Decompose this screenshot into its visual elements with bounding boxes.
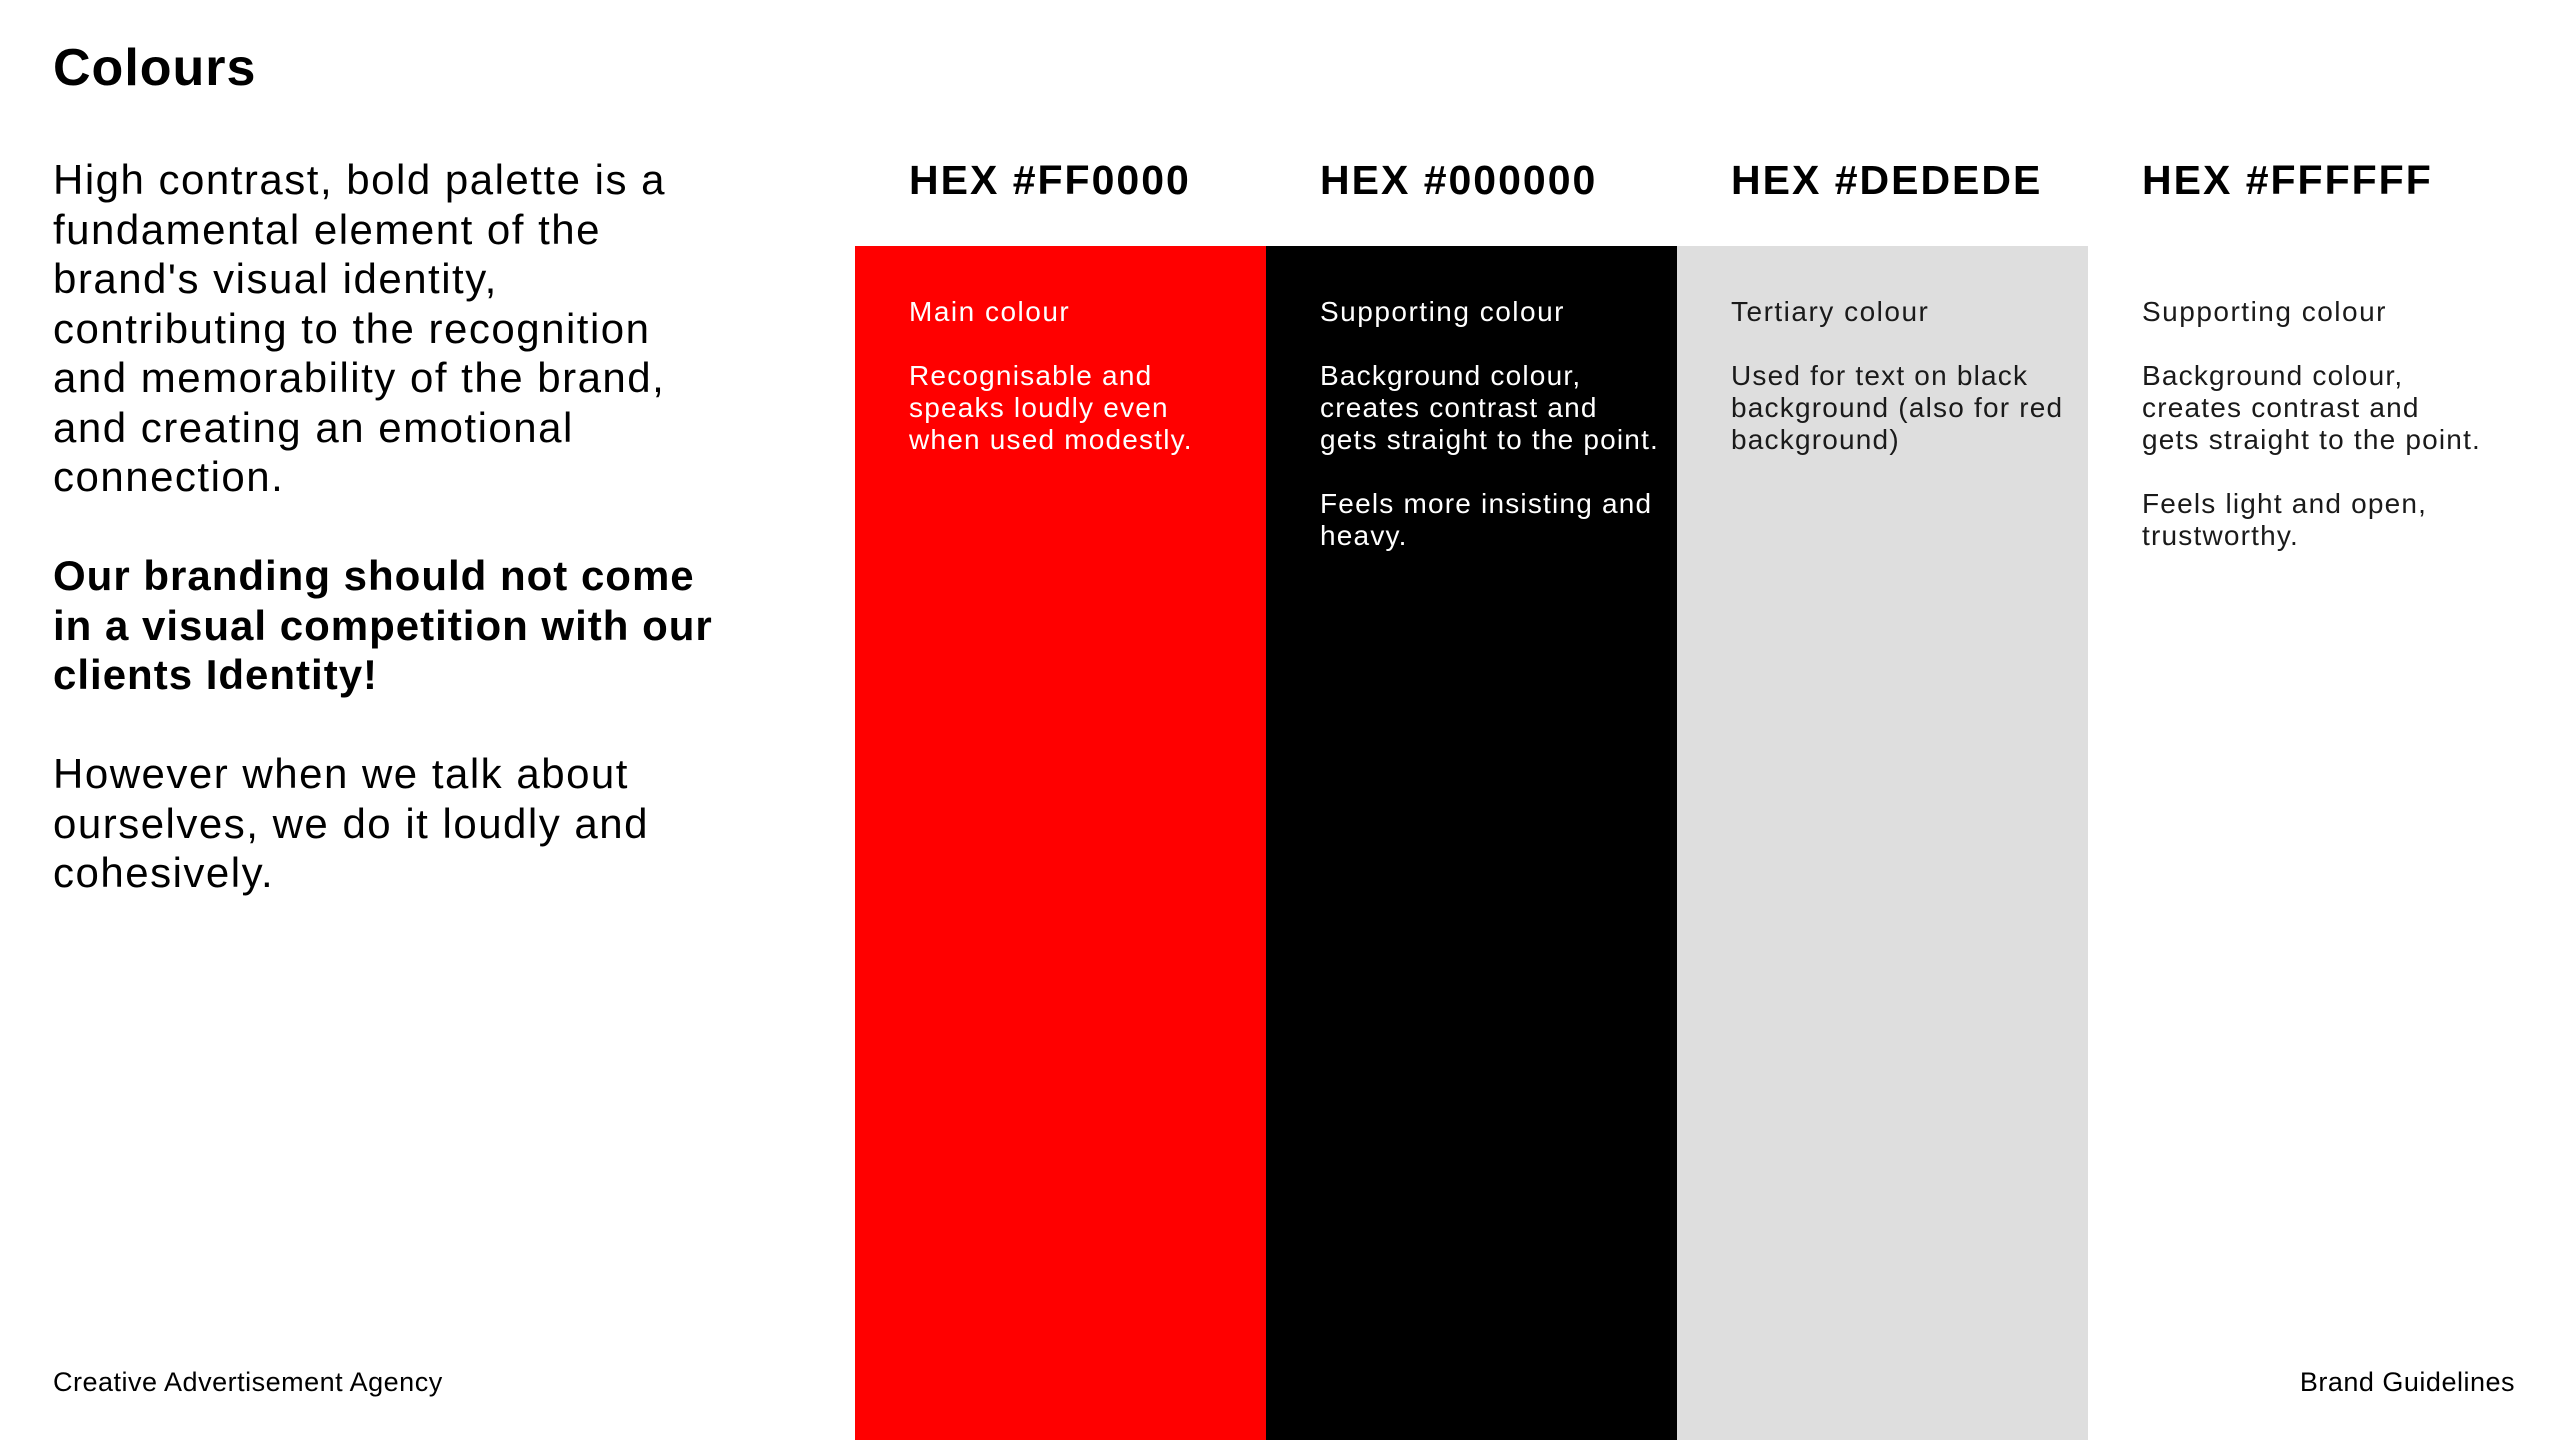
page-title: Colours (53, 39, 257, 97)
swatch-white (2088, 246, 2499, 1440)
swatch-role: Main colour (909, 296, 1071, 327)
swatch-description: Background colour, creates contrast and gets straight to the point. (2142, 360, 2482, 455)
intro-paragraph: High contrast, bold palette is a fundamental element of the brand's visual identity, contributing to the recognition and memorability of the brand, and creating an emotional connection. (53, 156, 666, 500)
swatch-black (1266, 246, 1677, 1440)
hex-label-grey: HEX #DEDEDE (1731, 157, 2043, 203)
footer-agency-name: Creative Advertisement Agency (53, 1367, 443, 1397)
intro-text-block (53, 155, 723, 947)
intro-emphasis-paragraph: Our branding should not come in a visual competition with our clients Identity! (53, 552, 713, 698)
swatch-role: Supporting colour (1320, 296, 1565, 327)
hex-label-red: HEX #FF0000 (909, 157, 1191, 203)
swatch-role: Tertiary colour (1731, 296, 1930, 327)
swatch-role: Supporting colour (2142, 296, 2387, 327)
swatch-description: Recognisable and speaks loudly even when used modestly. (909, 360, 1193, 455)
footer-document-name: Brand Guidelines (2299, 1367, 2515, 1397)
swatch-description: Feels more insisting and heavy. (1320, 488, 1653, 551)
hex-label-black: HEX #000000 (1320, 157, 1598, 203)
swatch-red (855, 246, 1266, 1440)
swatch-description: Used for text on black background (also for red background) (1731, 360, 2064, 455)
swatch-description: Feels light and open, trustworthy. (2142, 488, 2428, 551)
intro-closing-paragraph: However when we talk about ourselves, we do it loudly and cohesively. (53, 750, 649, 896)
hex-label-white: HEX #FFFFFF (2142, 157, 2433, 203)
swatch-description: Background colour, creates contrast and gets straight to the point. (1320, 360, 1660, 455)
swatch-grey (1677, 246, 2088, 1440)
